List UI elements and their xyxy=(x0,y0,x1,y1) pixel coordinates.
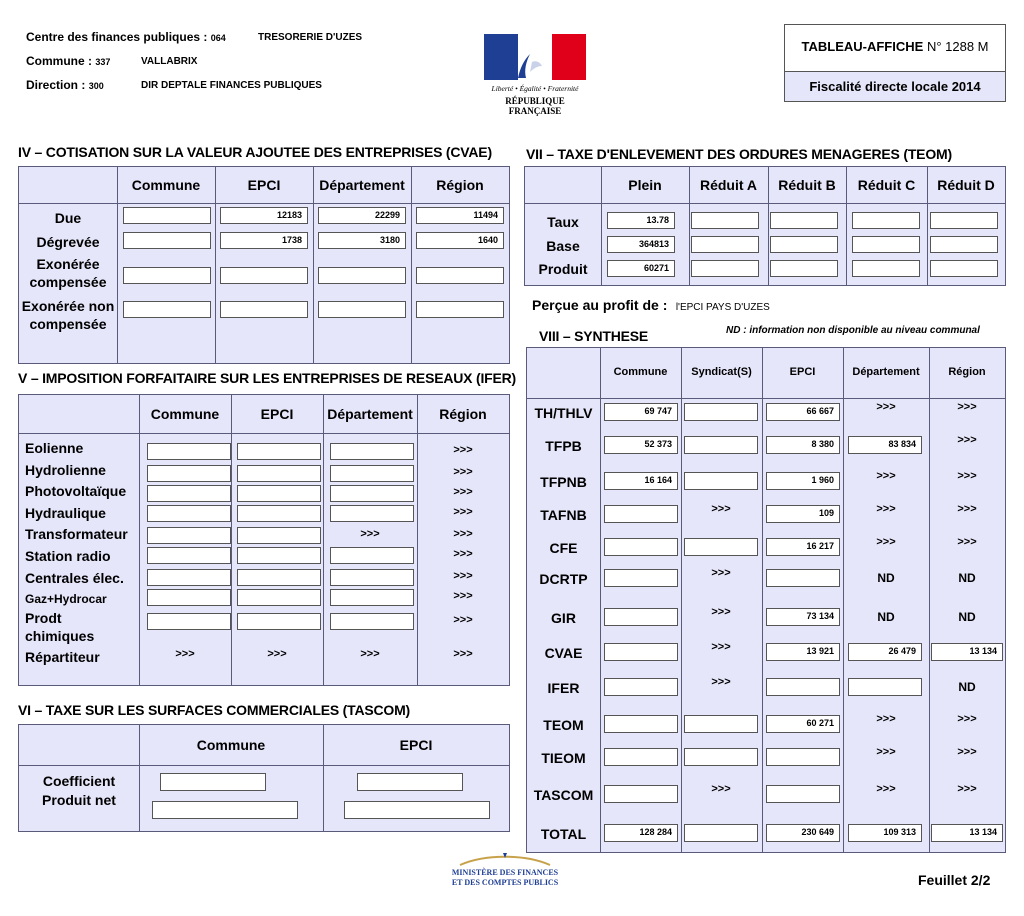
ifer-cell xyxy=(237,547,321,564)
synthese-table xyxy=(526,347,1006,853)
synthese-arrow-cell: >>> xyxy=(957,783,977,795)
logo-republic: RÉPUBLIQUE FRANÇAISE xyxy=(505,96,565,116)
synthese-cell xyxy=(684,538,758,556)
synthese-cell: 1 960 xyxy=(766,472,840,490)
synthese-nd-cell: ND xyxy=(958,610,976,624)
synthese-arrow-cell: >>> xyxy=(876,746,896,758)
tascom-cell xyxy=(344,801,490,819)
synthese-cell xyxy=(684,403,758,421)
teom-row-label: Base xyxy=(546,238,580,254)
title-subtitle: Fiscalité directe locale 2014 xyxy=(809,79,981,94)
ifer-arrow-cell: >>> xyxy=(453,590,473,602)
synthese-cell xyxy=(604,643,678,661)
synthese-row-label: TAFNB xyxy=(540,507,587,523)
ifer-arrow-cell: >>> xyxy=(453,506,473,518)
synthese-arrow-cell: >>> xyxy=(957,536,977,548)
cvae-col-commune: Commune xyxy=(131,177,201,193)
cvae-row-label: Exonérée compensée xyxy=(29,256,107,290)
cfp-name: TRESORERIE D'UZES xyxy=(258,32,363,43)
ifer-arrow-cell: >>> xyxy=(453,528,473,540)
synthese-title: VIII – SYNTHESE xyxy=(539,328,649,344)
ifer-cell xyxy=(330,547,414,564)
ifer-row-label: Station radio xyxy=(25,548,111,564)
commune-code: 337 xyxy=(95,57,111,67)
teom-cell xyxy=(930,212,998,229)
ifer-arrow-cell: >>> xyxy=(453,486,473,498)
ifer-arrow-cell: >>> xyxy=(267,648,287,660)
teom-cell: 364813 xyxy=(607,236,675,253)
tascom-cell xyxy=(152,801,298,819)
tascom-cell xyxy=(357,773,463,791)
ifer-arrow-cell: >>> xyxy=(360,528,380,540)
title-prefix: TABLEAU-AFFICHE xyxy=(801,39,924,54)
teom-cell: 13.78 xyxy=(607,212,675,229)
synthese-nd-cell: ND xyxy=(958,680,976,694)
cvae-cell xyxy=(416,267,504,284)
teom-col-plein: Plein xyxy=(628,177,662,193)
ifer-arrow-cell: >>> xyxy=(453,570,473,582)
ifer-table xyxy=(18,394,510,686)
ifer-arrow-cell: >>> xyxy=(453,444,473,456)
cvae-cell xyxy=(318,267,406,284)
synthese-row-label: DCRTP xyxy=(539,571,588,587)
cvae-col-departement: Département xyxy=(319,177,405,193)
synthese-cell: 109 313 xyxy=(848,824,922,842)
ifer-cell xyxy=(237,527,321,544)
ifer-cell xyxy=(237,505,321,522)
ifer-cell xyxy=(147,443,231,460)
cvae-cell: 1738 xyxy=(220,232,308,249)
direction-code: 300 xyxy=(88,81,104,91)
synthese-col-departement: Département xyxy=(852,366,920,378)
ifer-cell xyxy=(237,443,321,460)
teom-cell xyxy=(852,260,920,277)
direction-label: Direction : xyxy=(26,78,86,92)
cfp-code: 064 xyxy=(210,33,226,43)
synthese-cell: 8 380 xyxy=(766,436,840,454)
teom-cell: 60271 xyxy=(607,260,675,277)
ifer-row-label: Hydraulique xyxy=(25,505,106,521)
ifer-cell xyxy=(330,443,414,460)
ifer-title: V – IMPOSITION FORFAITAIRE SUR LES ENTREPRISES DE RESEAUX (IFER) xyxy=(18,370,517,386)
synthese-cell xyxy=(604,505,678,523)
republique-logo xyxy=(480,32,590,114)
cvae-cell xyxy=(220,267,308,284)
teom-col-reduit-c: Réduit C xyxy=(857,177,916,193)
ifer-row-label: Eolienne xyxy=(25,440,84,456)
ifer-cell xyxy=(237,465,321,482)
title-main xyxy=(785,39,1005,54)
ifer-arrow-cell: >>> xyxy=(453,614,473,626)
ifer-cell xyxy=(330,589,414,606)
synthese-cell xyxy=(604,785,678,803)
synthese-cell: 128 284 xyxy=(604,824,678,842)
synthese-arrow-cell: >>> xyxy=(876,713,896,725)
ministry-line2: ET DES COMPTES PUBLICS xyxy=(451,878,559,887)
teom-cell xyxy=(852,212,920,229)
synthese-cell: 16 217 xyxy=(766,538,840,556)
ifer-row-label: Centrales élec. xyxy=(25,570,124,586)
cvae-cell: 22299 xyxy=(318,207,406,224)
synthese-col-commune: Commune xyxy=(613,366,668,378)
cvae-cell xyxy=(318,301,406,318)
teom-cell xyxy=(691,212,759,229)
teom-col-reduit-b: Réduit B xyxy=(778,177,836,193)
cvae-row-label: Dégrevée xyxy=(36,234,100,250)
teom-cell xyxy=(770,260,838,277)
cvae-title: IV – COTISATION SUR LA VALEUR AJOUTEE DES ENTREPRISES (CVAE) xyxy=(18,144,492,160)
synthese-cell: 60 271 xyxy=(766,715,840,733)
ifer-col-epci: EPCI xyxy=(260,406,294,422)
synthese-arrow-cell: >>> xyxy=(711,503,731,515)
synthese-cell xyxy=(604,608,678,626)
ifer-cell xyxy=(330,613,414,630)
synthese-cell xyxy=(766,569,840,587)
synthese-cell: 69 747 xyxy=(604,403,678,421)
synthese-cell xyxy=(604,748,678,766)
synthese-cell xyxy=(684,472,758,490)
teom-row-label: Taux xyxy=(547,214,579,230)
ifer-arrow-cell: >>> xyxy=(453,466,473,478)
ifer-row-label: Prodt chimiques xyxy=(25,610,95,644)
synthese-arrow-cell: >>> xyxy=(711,783,731,795)
synthese-row-label: TH/THLV xyxy=(534,405,593,421)
header-direction xyxy=(26,78,104,92)
cvae-cell xyxy=(123,232,211,249)
synthese-arrow-cell: >>> xyxy=(876,536,896,548)
synthese-arrow-cell: >>> xyxy=(876,783,896,795)
tascom-row-label: Produit net xyxy=(42,792,116,808)
cvae-cell: 11494 xyxy=(416,207,504,224)
commune-label: Commune : xyxy=(26,54,92,68)
teom-cell xyxy=(691,236,759,253)
ifer-cell xyxy=(330,465,414,482)
ifer-arrow-cell: >>> xyxy=(453,648,473,660)
tascom-table xyxy=(18,724,510,832)
teom-title: VII – TAXE D'ENLEVEMENT DES ORDURES MENAGERES (TEOM) xyxy=(526,146,952,162)
ifer-cell xyxy=(237,613,321,630)
synthese-arrow-cell: >>> xyxy=(711,641,731,653)
header-cfp xyxy=(26,30,226,44)
ifer-col-region: Région xyxy=(439,406,487,422)
teom-cell xyxy=(852,236,920,253)
synthese-cell xyxy=(604,678,678,696)
ifer-cell xyxy=(237,569,321,586)
ifer-arrow-cell: >>> xyxy=(453,548,473,560)
teom-cell xyxy=(930,260,998,277)
ifer-row-label: Hydrolienne xyxy=(25,462,106,478)
synthese-row-label: TFPNB xyxy=(540,474,587,490)
teom-cell xyxy=(930,236,998,253)
synthese-col-epci: EPCI xyxy=(789,366,816,378)
percue-value: l'EPCI PAYS D'UZES xyxy=(675,302,770,313)
synthese-row-label: IFER xyxy=(547,680,580,696)
logo-motto: Liberté • Égalité • Fraternité xyxy=(491,84,579,93)
synthese-nd-cell: ND xyxy=(958,571,976,585)
cvae-row-label: Due xyxy=(54,210,82,226)
tascom-col-epci: EPCI xyxy=(399,737,433,753)
tascom-title: VI – TAXE SUR LES SURFACES COMMERCIALES (TASCOM) xyxy=(18,702,411,718)
tascom-col-commune: Commune xyxy=(196,737,266,753)
sheet-number: Feuillet 2/2 xyxy=(918,872,991,888)
title-number: N° 1288 M xyxy=(926,39,989,54)
ministry-logo xyxy=(440,852,570,888)
synthese-cell xyxy=(684,715,758,733)
tascom-row-label: Coefficient xyxy=(42,773,116,789)
ifer-row-label: Répartiteur xyxy=(25,649,100,665)
synthese-row-label: TEOM xyxy=(543,717,584,733)
teom-cell xyxy=(770,212,838,229)
ministry-line1: MINISTÈRE DES FINANCES xyxy=(451,868,559,877)
synthese-cell xyxy=(766,678,840,696)
synthese-arrow-cell: >>> xyxy=(957,746,977,758)
cvae-cell xyxy=(220,301,308,318)
cvae-cell xyxy=(123,267,211,284)
synthese-col-region: Région xyxy=(948,366,986,378)
synthese-cell: 66 667 xyxy=(766,403,840,421)
header-commune xyxy=(26,54,110,68)
cvae-row-label: Exonérée non compensée xyxy=(21,298,115,332)
synthese-row-label: TFPB xyxy=(545,438,582,454)
cvae-col-region: Région xyxy=(436,177,484,193)
synthese-arrow-cell: >>> xyxy=(711,676,731,688)
ifer-row-label: Transformateur xyxy=(25,526,128,542)
synthese-arrow-cell: >>> xyxy=(957,713,977,725)
cvae-cell xyxy=(123,301,211,318)
synthese-note: ND : information non disponible au niveau communal xyxy=(726,325,980,336)
ifer-cell xyxy=(147,465,231,482)
commune-name: VALLABRIX xyxy=(141,56,198,67)
synthese-cell: 26 479 xyxy=(848,643,922,661)
ifer-cell xyxy=(330,485,414,502)
synthese-cell: 13 921 xyxy=(766,643,840,661)
cvae-cell xyxy=(416,301,504,318)
synthese-row-label: TASCOM xyxy=(533,787,594,803)
direction-name: DIR DEPTALE FINANCES PUBLIQUES xyxy=(141,80,322,91)
synthese-nd-cell: ND xyxy=(877,610,895,624)
synthese-cell xyxy=(766,748,840,766)
cvae-cell: 12183 xyxy=(220,207,308,224)
ifer-cell xyxy=(147,547,231,564)
synthese-cell: 52 373 xyxy=(604,436,678,454)
synthese-arrow-cell: >>> xyxy=(876,470,896,482)
teom-cell xyxy=(691,260,759,277)
teom-table xyxy=(524,166,1006,286)
cvae-cell: 1640 xyxy=(416,232,504,249)
percue-au-profit xyxy=(532,297,770,315)
ifer-row-label: Gaz+Hydrocar xyxy=(25,592,107,606)
synthese-cell: 109 xyxy=(766,505,840,523)
teom-col-reduit-d: Réduit D xyxy=(937,177,995,193)
ifer-row-label: Photovoltaïque xyxy=(25,483,127,499)
synthese-cell xyxy=(766,785,840,803)
percue-label: Perçue au profit de : xyxy=(532,297,668,313)
tascom-cell xyxy=(160,773,266,791)
synthese-row-label: CVAE xyxy=(544,645,583,661)
ifer-cell xyxy=(237,589,321,606)
synthese-cell xyxy=(848,678,922,696)
ifer-col-departement: Département xyxy=(327,406,413,422)
synthese-cell: 13 134 xyxy=(931,643,1003,661)
ifer-cell xyxy=(330,505,414,522)
synthese-cell xyxy=(604,715,678,733)
ifer-cell xyxy=(147,505,231,522)
cvae-table xyxy=(18,166,510,364)
synthese-cell: 16 164 xyxy=(604,472,678,490)
synthese-cell xyxy=(604,538,678,556)
ifer-arrow-cell: >>> xyxy=(360,648,380,660)
synthese-arrow-cell: >>> xyxy=(876,503,896,515)
synthese-arrow-cell: >>> xyxy=(957,434,977,446)
synthese-row-label: GIR xyxy=(551,610,576,626)
synthese-cell xyxy=(684,824,758,842)
synthese-row-label: TOTAL xyxy=(540,826,587,842)
ministry-arc-icon xyxy=(440,852,570,866)
synthese-cell: 13 134 xyxy=(931,824,1003,842)
ifer-cell xyxy=(147,485,231,502)
ifer-cell xyxy=(147,527,231,544)
ifer-col-commune: Commune xyxy=(150,406,220,422)
synthese-cell: 230 649 xyxy=(766,824,840,842)
ifer-cell xyxy=(237,485,321,502)
synthese-cell: 83 834 xyxy=(848,436,922,454)
ifer-cell xyxy=(147,589,231,606)
cfp-label: Centre des finances publiques : xyxy=(26,30,208,44)
cvae-cell xyxy=(123,207,211,224)
synthese-cell xyxy=(684,436,758,454)
ifer-arrow-cell: >>> xyxy=(175,648,195,660)
teom-row-label: Produit xyxy=(538,261,588,277)
synthese-row-label: TIEOM xyxy=(541,750,586,766)
cvae-cell: 3180 xyxy=(318,232,406,249)
teom-cell xyxy=(770,236,838,253)
marianne-logo-icon xyxy=(480,32,590,82)
synthese-cell xyxy=(604,569,678,587)
synthese-arrow-cell: >>> xyxy=(711,606,731,618)
synthese-cell xyxy=(684,748,758,766)
synthese-row-label: CFE xyxy=(549,540,578,556)
synthese-arrow-cell: >>> xyxy=(957,401,977,413)
synthese-cell: 73 134 xyxy=(766,608,840,626)
synthese-nd-cell: ND xyxy=(877,571,895,585)
synthese-arrow-cell: >>> xyxy=(957,503,977,515)
synthese-arrow-cell: >>> xyxy=(711,567,731,579)
ifer-cell xyxy=(330,569,414,586)
cvae-col-epci: EPCI xyxy=(247,177,281,193)
synthese-arrow-cell: >>> xyxy=(876,401,896,413)
teom-col-reduit-a: Réduit A xyxy=(699,177,758,193)
synthese-arrow-cell: >>> xyxy=(957,470,977,482)
synthese-col-syndicat: Syndicat(S) xyxy=(691,366,752,378)
title-box xyxy=(784,24,1006,102)
ifer-cell xyxy=(147,613,231,630)
ifer-cell xyxy=(147,569,231,586)
